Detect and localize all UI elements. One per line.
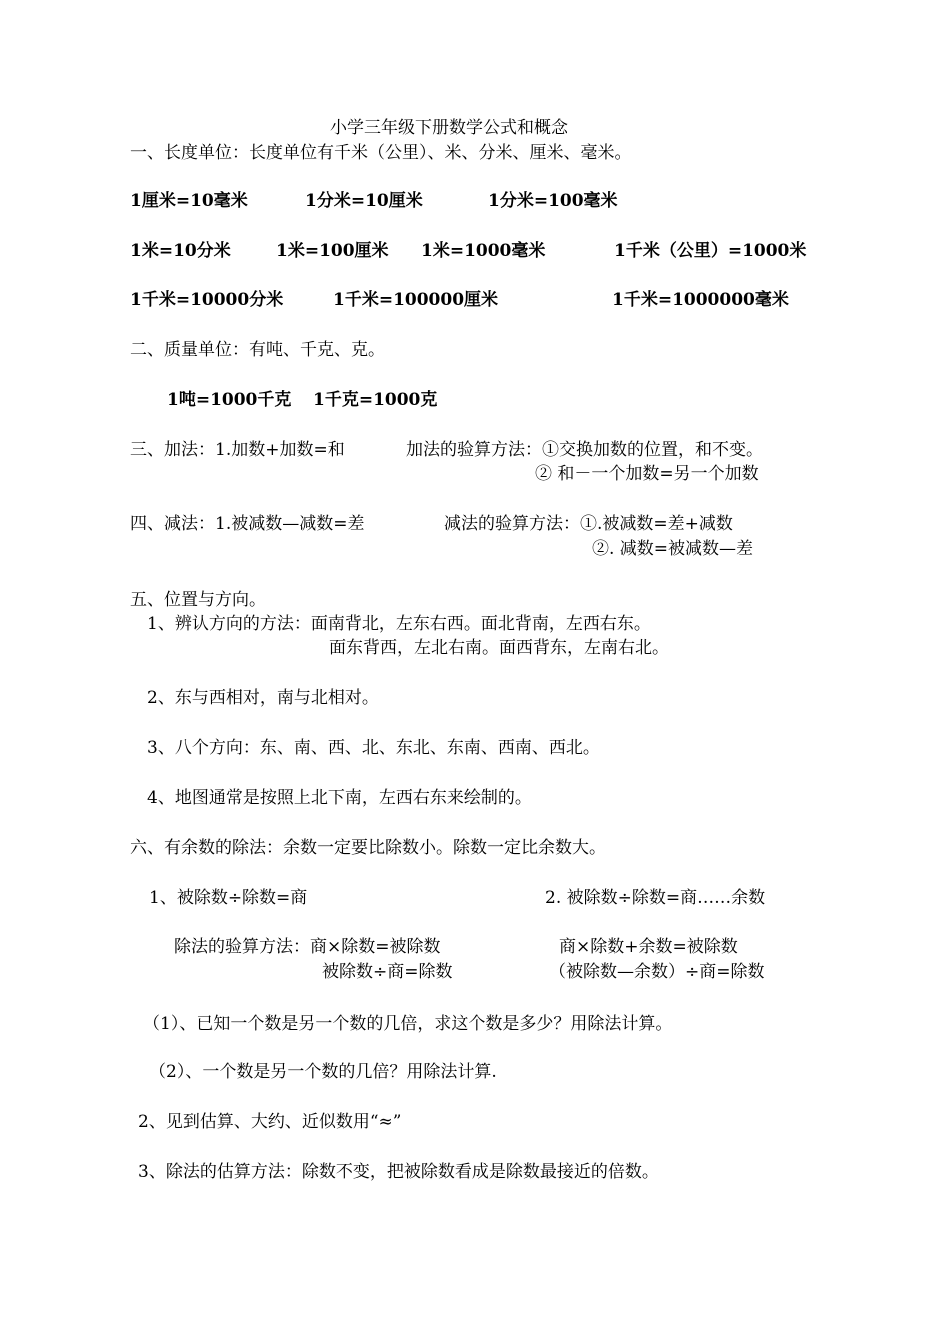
direction-item: 3、八个方向：东、南、西、北、东北、东南、西南、西北。 — [147, 738, 600, 758]
length-conversion: 1厘米=10毫米 — [130, 191, 248, 211]
subtraction-check-method: ②. 减数=被减数—差 — [592, 539, 754, 559]
section-6-heading: 六、有余数的除法：余数一定要比除数小。除数一定比余数大。 — [130, 838, 606, 858]
length-conversion: 1千米=1000000毫米 — [612, 290, 789, 310]
length-conversion: 1米=1000毫米 — [421, 241, 546, 261]
mass-conversion: 1吨=1000千克 — [167, 390, 292, 410]
division-formula: 2. 被除数÷除数=商……余数 — [545, 888, 766, 908]
section-5-heading: 五、位置与方向。 — [130, 590, 266, 610]
division-check-method: 被除数÷商=除数 — [322, 962, 453, 982]
length-conversion: 1千米（公里）=1000米 — [614, 241, 807, 261]
subtraction-check-method: 减法的验算方法：①.被减数=差+减数 — [444, 514, 733, 534]
page-title: 小学三年级下册数学公式和概念 — [330, 118, 568, 138]
division-note: （2）、一个数是另一个数的几倍？用除法计算. — [149, 1062, 497, 1082]
addition-check-method: ② 和－一个加数=另一个加数 — [535, 464, 759, 484]
division-check-method: 商×除数+余数=被除数 — [559, 937, 738, 957]
length-conversion: 1千米=100000厘米 — [333, 290, 499, 310]
length-conversion: 1米=10分米 — [130, 241, 231, 261]
direction-item: 1、辨认方向的方法：面南背北，左东右西。面北背南，左西右东。 — [147, 614, 651, 634]
section-4-heading: 四、减法：1.被减数—减数=差 — [130, 514, 365, 534]
estimation-method: 3、除法的估算方法：除数不变，把被除数看成是除数最接近的倍数。 — [138, 1162, 659, 1182]
length-conversion: 1分米=10厘米 — [305, 191, 423, 211]
direction-item: 面东背西，左北右南。面西背东，左南右北。 — [329, 638, 669, 658]
division-formula: 1、被除数÷除数=商 — [149, 888, 308, 908]
estimation-note: 2、见到估算、大约、近似数用“≈” — [138, 1112, 402, 1132]
length-conversion: 1米=100厘米 — [276, 241, 389, 261]
mass-conversion: 1千克=1000克 — [313, 390, 438, 410]
addition-check-method: 加法的验算方法：①交换加数的位置，和不变。 — [406, 440, 763, 460]
section-1-heading: 一、长度单位：长度单位有千米（公里）、米、分米、厘米、毫米。 — [130, 143, 632, 163]
division-check-method: （被除数—余数）÷商=除数 — [549, 962, 765, 982]
length-conversion: 1千米=10000分米 — [130, 290, 284, 310]
length-conversion: 1分米=100毫米 — [488, 191, 618, 211]
section-2-heading: 二、质量单位：有吨、千克、克。 — [130, 340, 385, 360]
section-3-heading: 三、加法：1.加数+加数=和 — [130, 440, 345, 460]
direction-item: 4、地图通常是按照上北下南，左西右东来绘制的。 — [147, 788, 532, 808]
direction-item: 2、东与西相对，南与北相对。 — [147, 688, 379, 708]
division-note: （1）、已知一个数是另一个数的几倍，求这个数是多少？用除法计算。 — [143, 1014, 673, 1034]
division-check-method: 除法的验算方法：商×除数=被除数 — [174, 937, 441, 957]
